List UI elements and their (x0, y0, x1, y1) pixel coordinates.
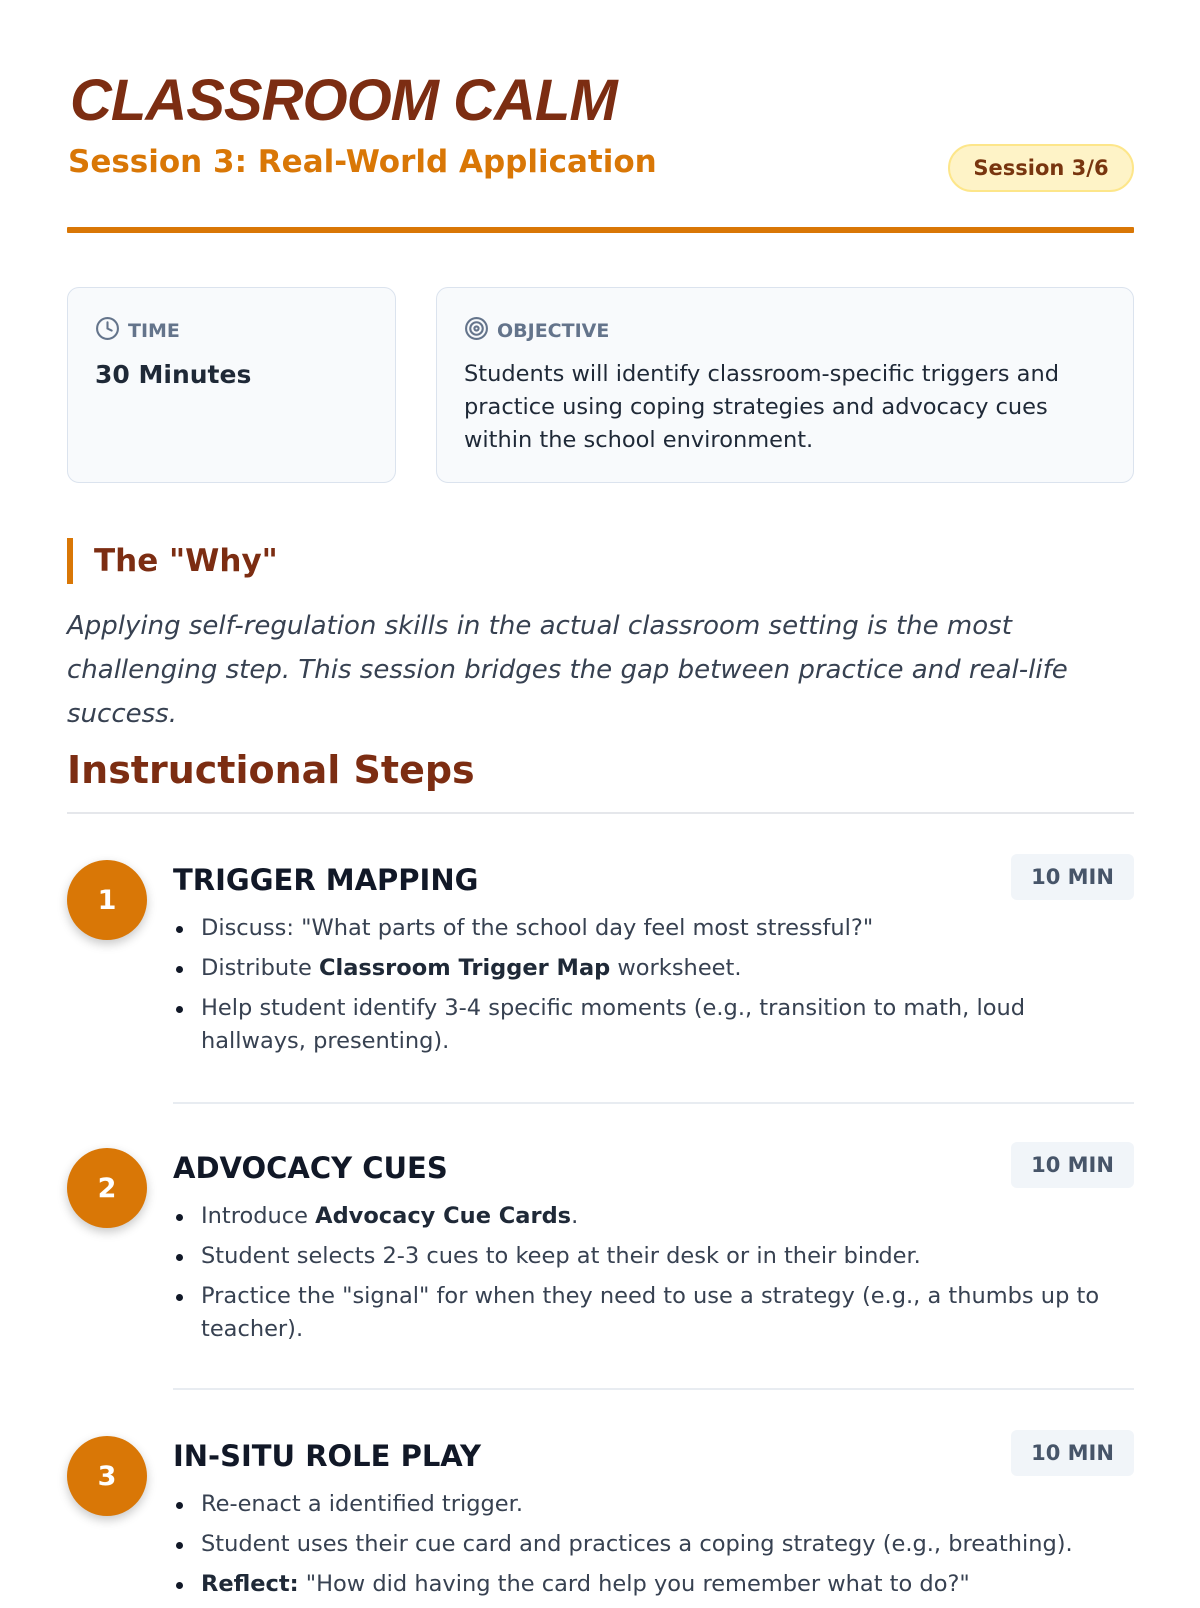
why-text: Applying self-regulation skills in the actual classroom setting is the most challenging step. This session bridges the gap between practice and real-life success. (67, 611, 1068, 729)
list-item: Distribute Classroom Trigger Map worksheet. (173, 952, 1123, 985)
session-subtitle: Session 3: Real-World Application (68, 144, 657, 180)
list-item: Practice the "signal" for when they need to use a strategy (e.g., a thumbs up to teacher). (173, 1280, 1123, 1346)
step-divider (173, 1388, 1134, 1390)
list-item: Reflect: "How did having the card help you remember what to do?" (173, 1568, 1123, 1601)
duration-badge: 10 MIN (1011, 1142, 1134, 1188)
time-label: TIME (128, 320, 180, 342)
list-item: Discuss: "What parts of the school day feel most stressful?" (173, 912, 1123, 945)
step-number: 3 (67, 1436, 147, 1516)
list-item: Introduce Advocacy Cue Cards. (173, 1200, 1123, 1233)
step-items (173, 1488, 1123, 1608)
step-divider (173, 1102, 1134, 1104)
list-item: Help student identify 3-4 specific moments (e.g., transition to math, loud hallways, presenting). (173, 992, 1123, 1058)
session-badge: Session 3/6 (948, 144, 1134, 192)
objective-card (436, 287, 1134, 483)
step-title: IN-SITU ROLE PLAY (173, 1439, 481, 1473)
why-heading: The "Why" (67, 538, 278, 584)
objective-text: Students will identify classroom-specific triggers and practice using coping strategies and advocacy cues within the school environment. (464, 361, 1059, 453)
time-card (67, 287, 396, 483)
list-item: Student uses their cue card and practices a coping strategy (e.g., breathing). (173, 1528, 1123, 1561)
time-card-header (95, 316, 180, 346)
duration-badge: 10 MIN (1011, 1430, 1134, 1476)
page-title: CLASSROOM CALM (70, 68, 617, 133)
list-item: Student selects 2-3 cues to keep at their desk or in their binder. (173, 1240, 1123, 1273)
time-value: 30 Minutes (95, 360, 252, 389)
objective-card-header (464, 316, 609, 346)
header-divider (67, 227, 1134, 233)
list-item: Re-enact a identified trigger. (173, 1488, 1123, 1521)
clock-icon (95, 316, 120, 346)
objective-label: OBJECTIVE (497, 320, 610, 342)
step-title: TRIGGER MAPPING (173, 863, 479, 897)
steps-heading: Instructional Steps (67, 748, 475, 792)
target-icon (464, 316, 489, 346)
step-items (173, 912, 1123, 1065)
steps-divider (67, 812, 1134, 814)
step-number: 2 (67, 1148, 147, 1228)
step-title: ADVOCACY CUES (173, 1151, 448, 1185)
step-items (173, 1200, 1123, 1353)
duration-badge: 10 MIN (1011, 854, 1134, 900)
step-number: 1 (67, 860, 147, 940)
